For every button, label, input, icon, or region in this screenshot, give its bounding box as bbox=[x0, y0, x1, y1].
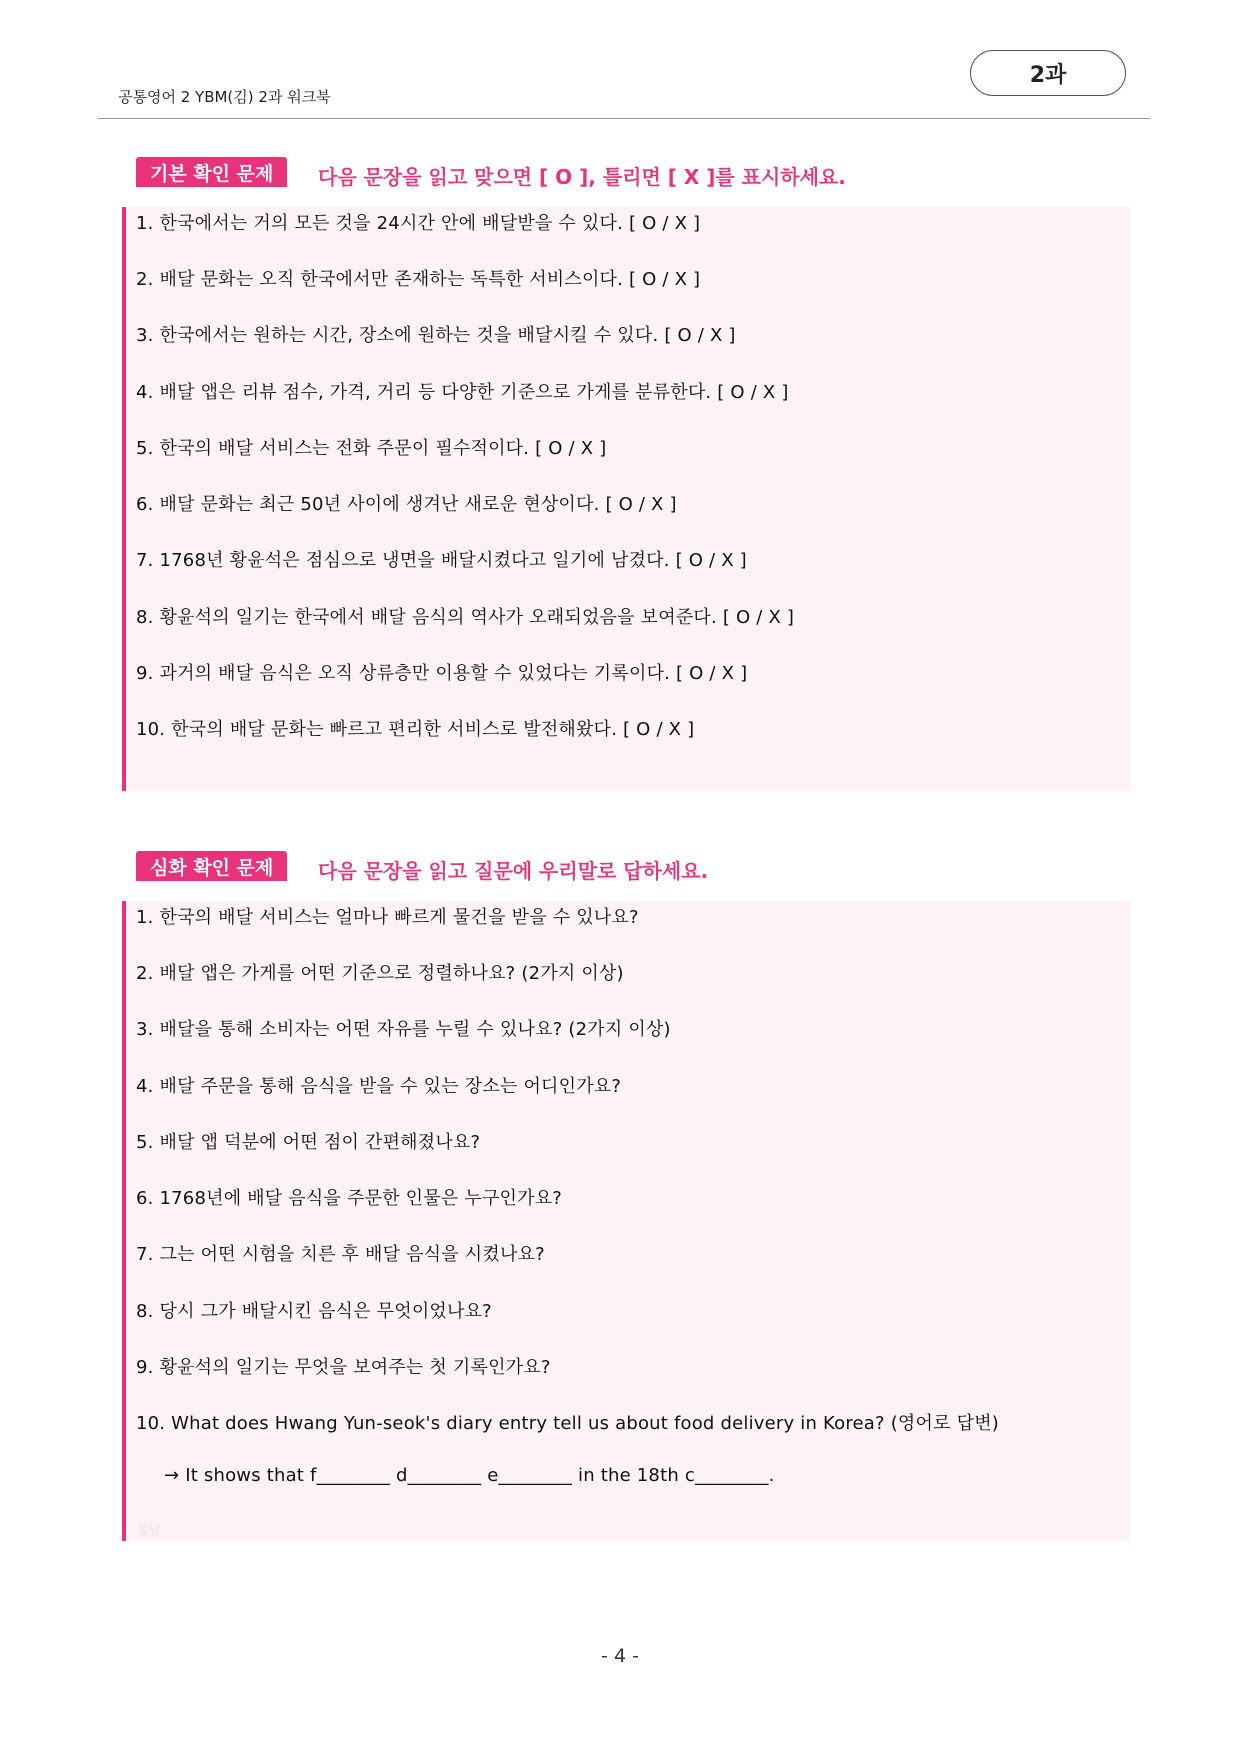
advanced-section-instruction: 다음 문장을 읽고 질문에 우리말로 답하세요. bbox=[318, 859, 709, 883]
advanced-question-10: 10. What does Hwang Yun-seok's diary entry tell us about food delivery in Korea? (영어로 답변) bbox=[136, 1413, 1000, 1434]
advanced-question-5: 5. 배달 앱 덕분에 어떤 점이 간편해졌나요? bbox=[136, 1132, 481, 1153]
basic-question-6: 6. 배달 문화는 최근 50년 사이에 생겨난 새로운 현상이다. [ O / X ] bbox=[136, 494, 677, 515]
basic-question-8: 8. 황윤석의 일기는 한국에서 배달 음식의 역사가 오래되었음을 보여준다. [ O / X ] bbox=[136, 607, 795, 628]
header-title: 공통영어 2 YBM(김) 2과 워크북 bbox=[118, 88, 331, 106]
lesson-badge: 2과 bbox=[970, 50, 1126, 96]
advanced-question-1: 1. 한국의 배달 서비스는 얼마나 빠르게 물건을 받을 수 있나요? bbox=[136, 907, 639, 928]
advanced-section-box bbox=[122, 901, 1130, 1541]
basic-section-instruction: 다음 문장을 읽고 맞으면 [ O ], 틀리면 [ X ]를 표시하세요. bbox=[318, 165, 846, 189]
page-number: - 4 - bbox=[601, 1645, 639, 1667]
basic-question-7: 7. 1768년 황윤석은 점심으로 냉면을 배달시켰다고 일기에 남겼다. [ O / X ] bbox=[136, 550, 747, 571]
advanced-question-3: 3. 배달을 통해 소비자는 어떤 자유를 누릴 수 있나요? (2가지 이상) bbox=[136, 1019, 671, 1040]
basic-question-3: 3. 한국에서는 원하는 시간, 장소에 원하는 것을 배달시킬 수 있다. [ O / X ] bbox=[136, 325, 736, 346]
header-divider bbox=[98, 118, 1150, 119]
advanced-question-4: 4. 배달 주문을 통해 음식을 받을 수 있는 장소는 어디인가요? bbox=[136, 1076, 622, 1097]
advanced-section bbox=[122, 851, 1130, 1541]
basic-question-5: 5. 한국의 배달 서비스는 전화 주문이 필수적이다. [ O / X ] bbox=[136, 438, 607, 459]
advanced-question-9: 9. 황윤석의 일기는 무엇을 보여주는 첫 기록인가요? bbox=[136, 1357, 551, 1378]
basic-question-2: 2. 배달 문화는 오직 한국에서만 존재하는 독특한 서비스이다. [ O / X ] bbox=[136, 269, 701, 290]
basic-section-tag: 기본 확인 문제 bbox=[136, 157, 287, 187]
advanced-question-2: 2. 배달 앱은 가게를 어떤 기준으로 정렬하나요? (2가지 이상) bbox=[136, 963, 624, 984]
basic-question-9: 9. 과거의 배달 음식은 오직 상류층만 이용할 수 있었다는 기록이다. [ O / X ] bbox=[136, 663, 748, 684]
advanced-question-8: 8. 당시 그가 배달시킨 음식은 무엇이었나요? bbox=[136, 1301, 492, 1322]
advanced-question-7: 7. 그는 어떤 시험을 치른 후 배달 음식을 시켰나요? bbox=[136, 1244, 545, 1265]
advanced-question-6: 6. 1768년에 배달 음식을 주문한 인물은 누구인가요? bbox=[136, 1188, 563, 1209]
basic-question-4: 4. 배달 앱은 리뷰 점수, 가격, 거리 등 다양한 기준으로 가게를 분류한다. [ O / X ] bbox=[136, 382, 789, 403]
faint-note: 정답 bbox=[136, 1523, 162, 1538]
advanced-answer-hint: → It shows that f________ d________ e________ in the 18th c________. bbox=[164, 1465, 775, 1486]
basic-section bbox=[122, 157, 1130, 791]
basic-question-1: 1. 한국에서는 거의 모든 것을 24시간 안에 배달받을 수 있다. [ O / X ] bbox=[136, 213, 701, 234]
basic-question-10: 10. 한국의 배달 문화는 빠르고 편리한 서비스로 발전해왔다. [ O / X ] bbox=[136, 719, 695, 740]
advanced-section-tag: 심화 확인 문제 bbox=[136, 851, 287, 881]
